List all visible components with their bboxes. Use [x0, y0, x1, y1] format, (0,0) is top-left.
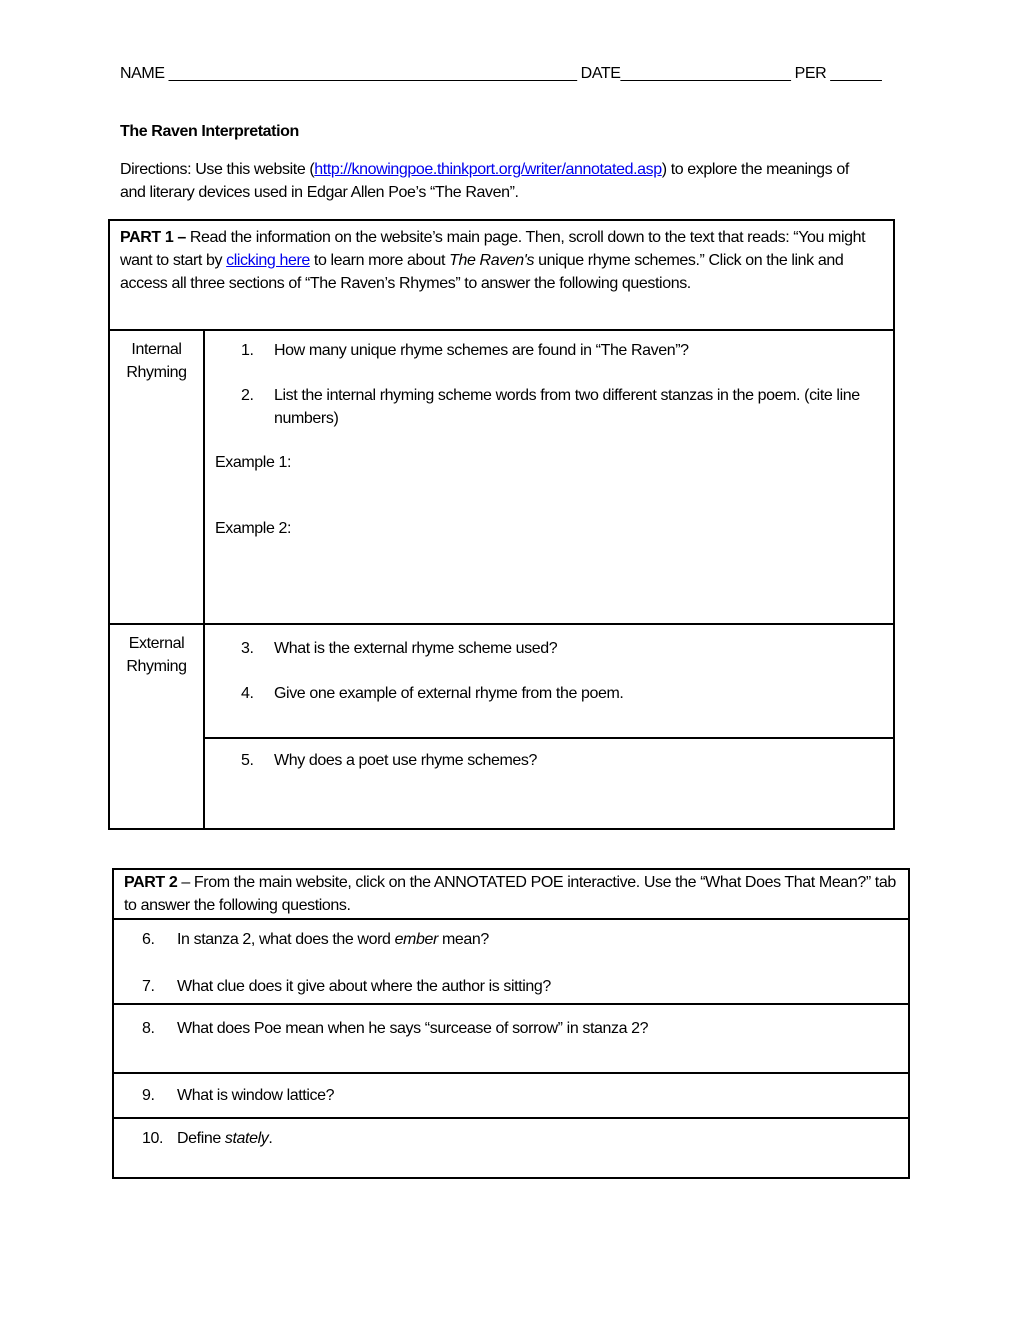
example-1-label: Example 1:	[215, 454, 292, 471]
part1-intro-3: unique rhyme schemes.” Click on the link and access all three sections of “The Raven’s Rhymes” to answer the following questions.	[120, 252, 844, 292]
internal-rhyming-questions-cell	[205, 331, 893, 623]
question-3-text: What is the external rhyme scheme used?	[274, 640, 558, 657]
example-2-label: Example 2:	[215, 520, 292, 537]
question-4	[241, 682, 883, 705]
question-2	[241, 384, 883, 430]
date-label: DATE	[576, 65, 621, 82]
question-8-number: 8.	[142, 1020, 155, 1037]
name-date-per-line	[120, 62, 905, 85]
question-6-text-b: mean?	[437, 931, 489, 948]
question-3	[241, 637, 883, 660]
part1-intro-2: to learn more about	[309, 252, 450, 269]
external-rhyming-row	[110, 623, 893, 828]
question-1-text: How many unique rhyme schemes are found in “The Raven”?	[274, 342, 689, 359]
question-9-cell	[114, 1072, 908, 1117]
question-10-text-b: .	[268, 1130, 273, 1147]
internal-label-line1: Internal	[131, 341, 182, 358]
clicking-here-link[interactable]: clicking here	[226, 252, 310, 269]
question-2-text: List the internal rhyming scheme words from two different stanzas in the poem. (cite line numbers)	[274, 387, 860, 427]
question-10-number: 10.	[142, 1130, 164, 1147]
question-6-italic-word: ember	[394, 931, 438, 948]
internal-rhyming-row	[110, 329, 893, 623]
question-9-number: 9.	[142, 1087, 155, 1104]
question-6-number: 6.	[142, 931, 155, 948]
part2-table	[112, 868, 910, 1179]
per-label: PER	[790, 65, 831, 82]
part2-heading: PART 2	[124, 874, 178, 891]
question-4-number: 4.	[241, 685, 254, 702]
question-4-text: Give one example of external rhyme from the poem.	[274, 685, 624, 702]
question-6	[142, 928, 908, 951]
part1-intro-italic: The Raven's	[449, 252, 535, 269]
external-label-line1: External	[128, 635, 185, 652]
question-9-text: What is window lattice?	[177, 1087, 335, 1104]
external-questions-cell-top	[205, 625, 893, 737]
external-rhyming-questions-column	[205, 625, 893, 828]
directions-paragraph	[120, 158, 877, 204]
question-8-cell	[114, 1003, 908, 1072]
question-8	[142, 1017, 908, 1040]
date-blank-line: ____________________	[620, 65, 791, 82]
question-5-text: Why does a poet use rhyme schemes?	[274, 752, 537, 769]
part2-instructions-cell	[114, 870, 908, 918]
question-10	[142, 1127, 908, 1150]
question-7-number: 7.	[142, 978, 155, 995]
per-blank-line: ______	[830, 65, 882, 82]
question-1	[241, 339, 883, 362]
question-7-text: What clue does it give about where the author is sitting?	[177, 978, 551, 995]
question-7	[142, 975, 908, 998]
part1-heading: PART 1 –	[120, 229, 190, 246]
question-2-number: 2.	[241, 387, 254, 404]
questions-6-7-cell	[114, 918, 908, 1003]
internal-rhyming-label-cell	[110, 331, 205, 623]
directions-text-after-link: ) to explore the meanings of and literary devices used in Edgar Allen Poe’s “The Raven”.	[120, 161, 849, 201]
website-url-link[interactable]: http://knowingpoe.thinkport.org/writer/annotated.asp	[314, 161, 662, 178]
name-blank-line: ________________________________________________	[168, 65, 577, 82]
part1-table	[108, 219, 895, 830]
directions-text-before-link: Directions: Use this website (	[120, 161, 315, 178]
question-10-italic-word: stately	[224, 1130, 269, 1147]
external-label-line2: Rhyming	[126, 658, 187, 675]
internal-label-line2: Rhyming	[126, 364, 187, 381]
question-5-number: 5.	[241, 752, 254, 769]
question-5	[241, 749, 883, 772]
question-6-text-a: In stanza 2, what does the word	[177, 931, 395, 948]
question-3-number: 3.	[241, 640, 254, 657]
question-10-cell	[114, 1117, 908, 1177]
part2-intro: – From the main website, click on the ANNOTATED POE interactive. Use the “What Does That Mean?” tab to answer the following questions.	[124, 874, 896, 914]
external-rhyming-label-cell	[110, 625, 205, 828]
question-6-text	[177, 928, 908, 951]
page-title: The Raven Interpretation	[120, 123, 299, 140]
part1-instructions-cell	[110, 221, 893, 329]
name-label: NAME	[120, 65, 169, 82]
question-9	[142, 1084, 908, 1107]
question-8-text: What does Poe mean when he says “surcease of sorrow” in stanza 2?	[177, 1020, 649, 1037]
question-10-text-a: Define	[177, 1130, 225, 1147]
question-1-number: 1.	[241, 342, 254, 359]
external-questions-cell-bottom	[205, 737, 893, 828]
part1-intro-1: Read the information on the website’s main page. Then, scroll down to the text that reads: “You might want to start by	[120, 229, 866, 269]
question-10-text	[177, 1127, 908, 1150]
